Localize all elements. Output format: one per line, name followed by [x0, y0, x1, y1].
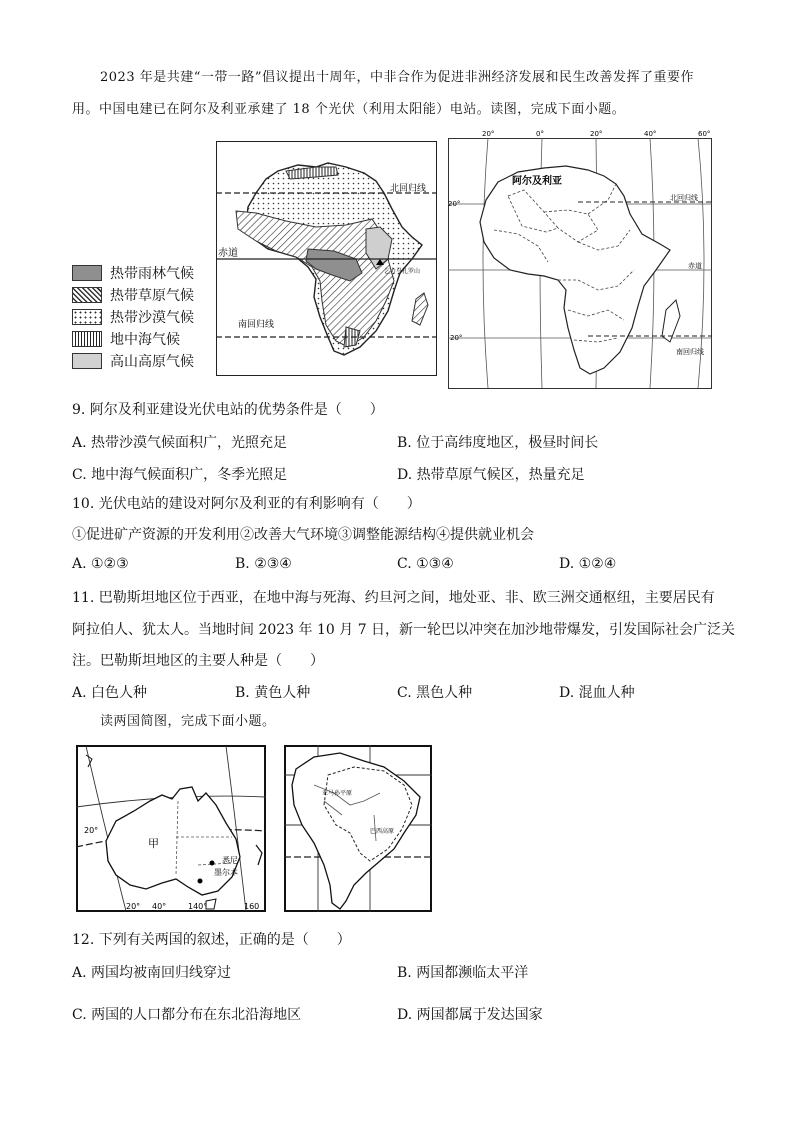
- q11-option-d[interactable]: D. 混血人种: [559, 685, 635, 701]
- q9-option-a[interactable]: A. 热带沙漠气候面积广，光照充足: [72, 435, 288, 451]
- top-tick: 0°: [536, 130, 544, 138]
- brazil-map: [284, 745, 432, 912]
- q12-option-c[interactable]: C. 两国的人口都分布在东北沿海地区: [72, 1007, 302, 1023]
- north-tropic-label: 北回归线: [390, 184, 427, 194]
- q9-stem: 9. 阿尔及利亚建设光伏电站的优势条件是（ ）: [72, 402, 384, 418]
- q12-option-d[interactable]: D. 两国都属于发达国家: [397, 1007, 543, 1023]
- melbourne-label: 墨尔本: [214, 868, 238, 877]
- top-tick: 20°: [590, 130, 603, 138]
- desert-swatch: [72, 309, 102, 325]
- legend-label: 热带草原气候: [110, 288, 194, 304]
- q10-option-a[interactable]: A. ①②③: [72, 556, 129, 572]
- savanna-swatch: [72, 287, 102, 303]
- q12-option-a[interactable]: A. 两国均被南回归线穿过: [72, 965, 232, 981]
- q11-option-c[interactable]: C. 黑色人种: [397, 685, 473, 701]
- q9-option-c[interactable]: C. 地中海气候面积广，冬季光照足: [72, 467, 288, 483]
- q10-option-c[interactable]: C. ①③④: [397, 556, 454, 572]
- top-tick: 40°: [644, 130, 657, 138]
- intro-2: 读两国简图，完成下面小题。: [100, 714, 276, 729]
- legend-item: [72, 350, 194, 372]
- climate-legend: [72, 262, 194, 372]
- left-tick: 20°: [450, 334, 463, 342]
- top-tick: 60°: [698, 130, 711, 138]
- legend-item: [72, 262, 194, 284]
- legend-label: 地中海气候: [110, 332, 180, 348]
- q10-items: ①促进矿产资源的开发利用②改善大气环境③调整能源结构④提供就业机会: [72, 527, 534, 543]
- sydney-label: 悉尼: [222, 856, 238, 865]
- latitude-label: 20°: [84, 826, 99, 835]
- q12-stem: 12. 下列有关两国的叙述，正确的是（ ）: [72, 932, 351, 948]
- amazon-label: 亚马孙平原: [322, 790, 353, 797]
- legend-item: [72, 284, 194, 306]
- lon-tick: 160: [244, 902, 260, 911]
- q9-option-b[interactable]: B. 位于高纬度地区，极昼时间长: [397, 435, 599, 451]
- intro-line-1: 2023 年是共建“一带一路”倡议提出十周年，中非合作为促进非洲经济发展和民生改善发挥了重要作: [100, 70, 695, 85]
- highland-swatch: [72, 353, 102, 369]
- jia-label: 甲: [148, 837, 159, 850]
- south-tropic-label: 南回归线: [238, 320, 275, 330]
- lon-tick: 140°: [188, 902, 208, 911]
- legend-label: 高山高原气候: [110, 354, 194, 370]
- top-tick: 20°: [482, 130, 495, 138]
- africa-political-map: [448, 130, 712, 390]
- map2-north-tropic-label: 北回归线: [670, 194, 698, 202]
- left-tick: 20°: [448, 200, 461, 208]
- kilimanjaro-label: 乞力马扎罗山: [384, 268, 421, 275]
- q11-line-2: 阿拉伯人、犹太人。当地时间 2023 年 10 月 7 日，新一轮巴以冲突在加沙地带爆发，引发国际社会广泛关: [72, 622, 736, 638]
- q11-line-1: 11. 巴勒斯坦地区位于西亚，在地中海与死海、约旦河之间，地处亚、非、欧三洲交通枢纽，主要居民有: [72, 590, 715, 606]
- q10-stem: 10. 光伏电站的建设对阿尔及利亚的有利影响有（ ）: [72, 496, 421, 512]
- q11-option-b[interactable]: B. 黄色人种: [235, 685, 311, 701]
- africa-climate-map: [216, 141, 437, 376]
- algeria-label: 阿尔及利亚: [512, 176, 562, 187]
- legend-item: [72, 328, 194, 350]
- q11-line-3: 注。巴勒斯坦地区的主要人种是（ ）: [72, 653, 324, 669]
- q11-option-a[interactable]: A. 白色人种: [72, 685, 148, 701]
- intro-line-2: 用。中国电建已在阿尔及利亚承建了 18 个光伏（利用太阳能）电站。读图，完成下面小题。: [72, 102, 626, 117]
- lon-tick: 40°: [152, 902, 167, 911]
- equator-label: 赤道: [218, 248, 238, 259]
- legend-item: [72, 306, 194, 328]
- q10-option-d[interactable]: D. ①②④: [559, 556, 617, 572]
- q9-option-d[interactable]: D. 热带草原气候区，热量充足: [397, 467, 585, 483]
- brazil-plateau-label: 巴西高原: [370, 828, 395, 835]
- tasmania: [206, 899, 216, 909]
- map2-equator-label: 赤道: [688, 262, 702, 270]
- mediterranean-swatch: [72, 331, 102, 347]
- map2-south-tropic-label: 南回归线: [676, 348, 704, 356]
- legend-label: 热带雨林气候: [110, 266, 194, 282]
- australia-map: [76, 745, 266, 912]
- rainforest-swatch: [72, 265, 102, 281]
- legend-label: 热带沙漠气候: [110, 310, 194, 326]
- q10-option-b[interactable]: B. ②③④: [235, 556, 292, 572]
- lon-tick: 20°: [126, 902, 141, 911]
- q12-option-b[interactable]: B. 两国都濒临太平洋: [397, 965, 529, 981]
